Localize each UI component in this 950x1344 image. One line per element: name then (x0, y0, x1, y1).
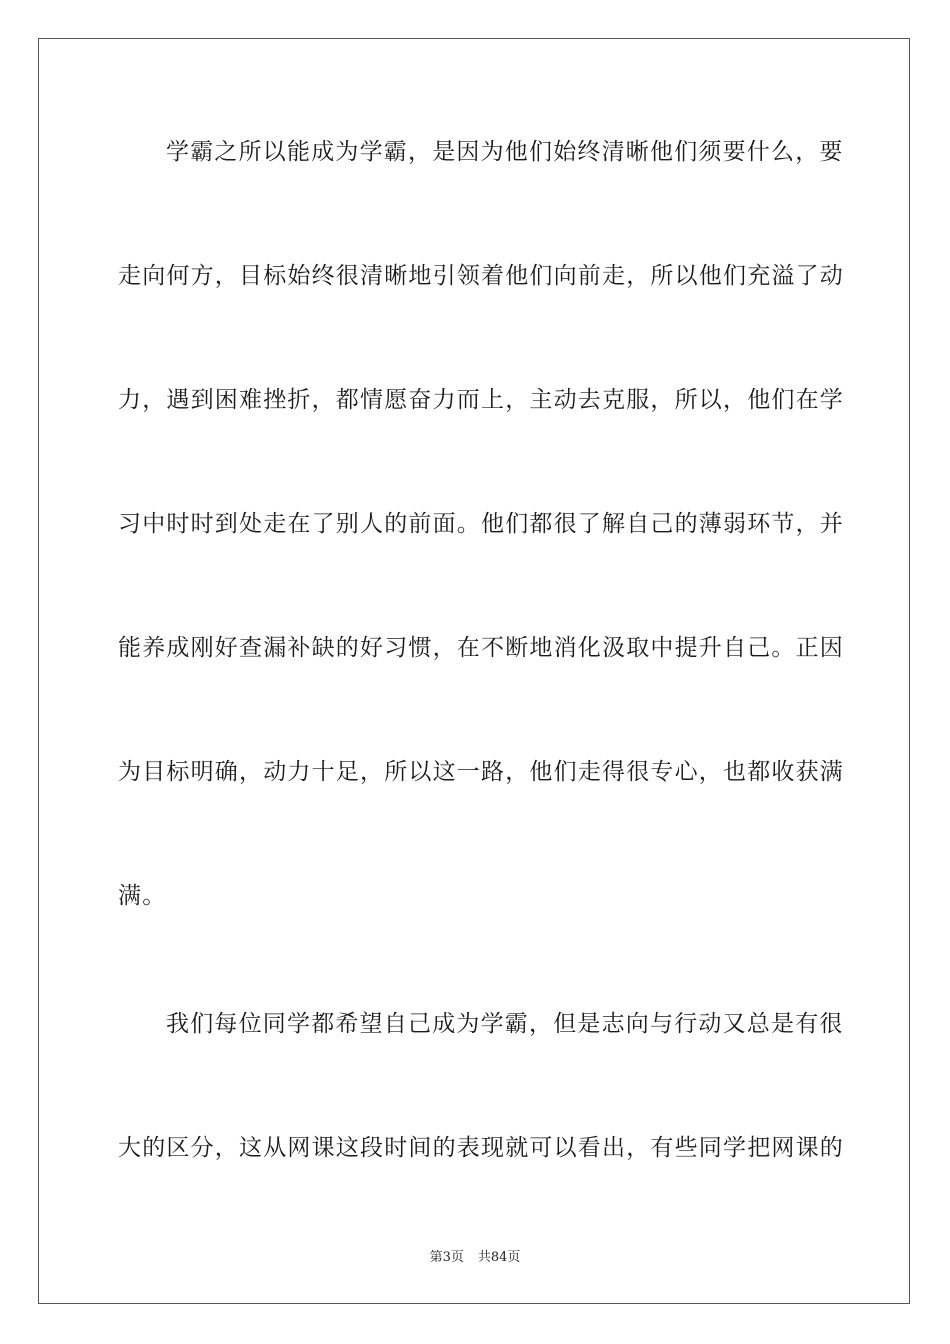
paragraph-line: 学霸之所以能成为学霸，是因为他们始终清晰他们须要什么，要 (166, 139, 844, 165)
page-footer (0, 1246, 950, 1265)
paragraph-line: 力，遇到困难挫折，都情愿奋力而上，主动去克服，所以，他们在学 (118, 387, 844, 413)
page-total: 共84页 (477, 1250, 521, 1265)
paragraph-line: 习中时时到处走在了别人的前面。他们都很了解自己的薄弱环节，并 (118, 511, 844, 537)
page-number: 第3页 (429, 1250, 464, 1265)
paragraph-line: 走向何方，目标始终很清晰地引领着他们向前走，所以他们充溢了动 (118, 263, 844, 289)
paragraph-line: 为目标明确，动力十足，所以这一路，他们走得很专心，也都收获满 (118, 759, 844, 785)
paragraph-line: 满。 (118, 883, 167, 909)
paragraph-line: 能养成刚好查漏补缺的好习惯，在不断地消化汲取中提升自己。正因 (118, 635, 844, 661)
page-border (38, 38, 910, 1304)
paragraph-line: 大的区分，这从网课这段时间的表现就可以看出，有些同学把网课的 (118, 1135, 844, 1161)
paragraph-line: 我们每位同学都希望自己成为学霸，但是志向与行动又总是有很 (166, 1011, 844, 1037)
